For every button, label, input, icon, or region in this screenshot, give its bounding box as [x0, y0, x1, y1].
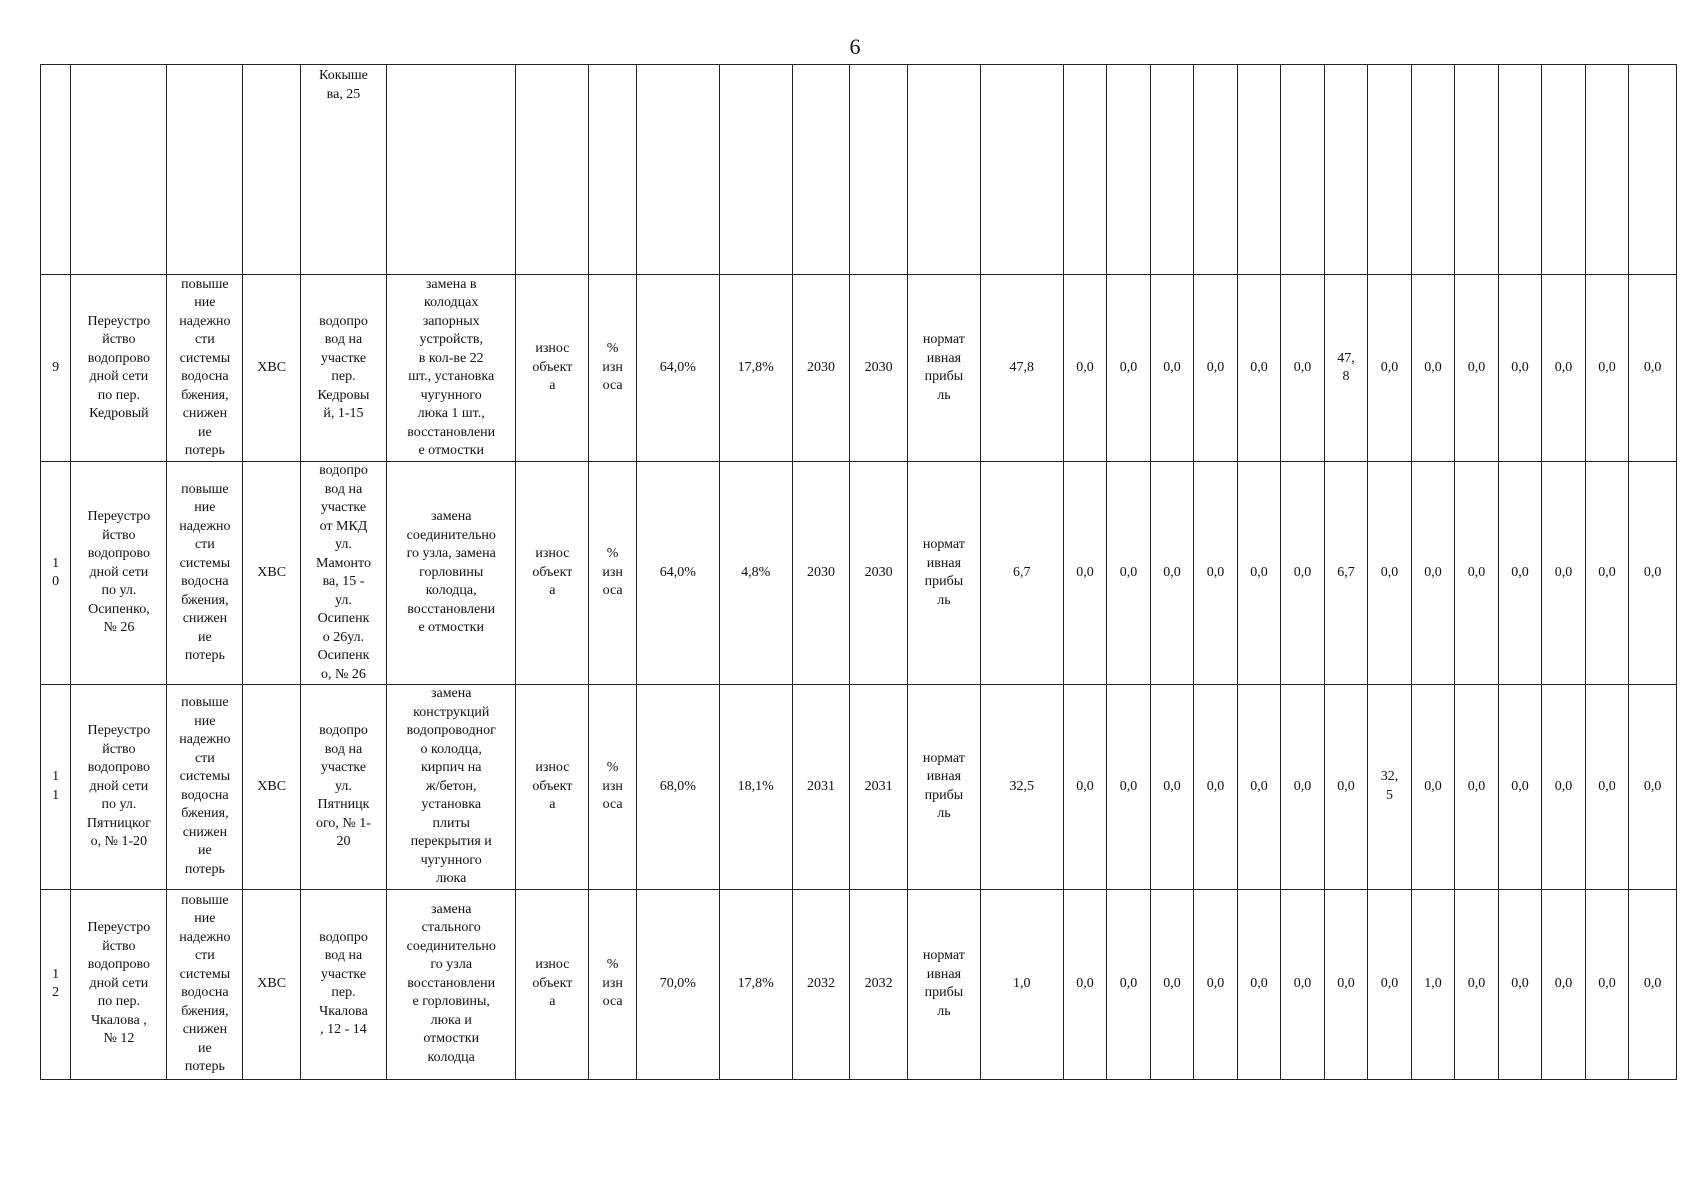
cell-system — [243, 685, 301, 890]
cell-indicator — [516, 462, 589, 685]
cell-year — [1368, 65, 1412, 275]
cell-year — [1324, 65, 1368, 275]
cell-num-text: 1 0 — [52, 555, 60, 589]
cell-year — [1150, 65, 1194, 275]
year-value: 0,0 — [1163, 975, 1181, 991]
cell-unit-text: % изн оса — [602, 760, 623, 812]
year-value: 1,0 — [1424, 975, 1442, 991]
year-value: 0,0 — [1424, 778, 1442, 794]
table-row — [41, 462, 1677, 685]
year-value: 0,0 — [1598, 975, 1616, 991]
cell-num — [41, 889, 71, 1079]
cell-end — [850, 65, 908, 275]
cell-indicator-text: износ объект а — [532, 957, 573, 1010]
cell-indicator-text: износ объект а — [532, 760, 573, 812]
cell-name — [71, 685, 167, 890]
cell-year — [1063, 275, 1107, 462]
cell-year — [1455, 275, 1499, 462]
cell-name — [71, 65, 167, 275]
year-value: 0,0 — [1511, 564, 1529, 580]
cell-num — [41, 685, 71, 890]
cell-source-text: нормат ивная прибы ль — [922, 948, 965, 1019]
year-value: 0,0 — [1337, 975, 1355, 991]
cell-year — [1411, 275, 1455, 462]
year-value: 0,0 — [1206, 564, 1225, 580]
year-value: 0,0 — [1424, 359, 1442, 375]
year-value: 0,0 — [1119, 359, 1138, 375]
cell-end — [850, 462, 908, 685]
table-row — [41, 889, 1677, 1079]
cell-end — [850, 889, 908, 1079]
year-value: 0,0 — [1206, 975, 1225, 991]
cell-num-text: 9 — [52, 359, 60, 375]
year-value: 0,0 — [1554, 564, 1573, 580]
cell-total-text: 6,7 — [1013, 564, 1031, 580]
year-value: 0,0 — [1076, 359, 1094, 375]
cell-works — [386, 65, 516, 275]
year-value: 0,0 — [1293, 359, 1312, 375]
cell-location — [300, 685, 386, 890]
cell-before — [636, 685, 719, 890]
cell-location — [300, 65, 386, 275]
cell-year — [1411, 65, 1455, 275]
cell-year — [1542, 889, 1586, 1079]
cell-year — [1542, 462, 1586, 685]
cell-works — [386, 685, 516, 890]
cell-after — [719, 685, 792, 890]
year-value: 0,0 — [1511, 359, 1529, 375]
year-value: 0,0 — [1293, 778, 1312, 794]
cell-indicator — [516, 889, 589, 1079]
year-value: 6,7 — [1337, 564, 1355, 580]
cell-location-text: водопро вод на участке пер. Кедровы й, 1-15 — [317, 313, 370, 421]
cell-year — [1324, 462, 1368, 685]
cell-end — [850, 275, 908, 462]
cell-total-text: 1,0 — [1013, 975, 1031, 991]
year-value: 0,0 — [1643, 778, 1662, 794]
cell-name — [71, 462, 167, 685]
cell-year — [1411, 462, 1455, 685]
year-value: 0,0 — [1163, 359, 1181, 375]
cell-start-text: 2030 — [806, 359, 835, 375]
cell-name — [71, 275, 167, 462]
cell-total — [980, 65, 1063, 275]
cell-before-text: 64,0% — [659, 359, 696, 375]
cell-system — [243, 889, 301, 1079]
cell-goal — [167, 275, 243, 462]
year-value: 0,0 — [1250, 778, 1268, 794]
cell-end-text: 2030 — [864, 359, 893, 375]
year-value: 0,0 — [1467, 564, 1486, 580]
cell-year — [1194, 685, 1238, 890]
cell-end-text: 2032 — [864, 975, 893, 991]
cell-indicator-text: износ объект а — [532, 341, 573, 394]
cell-year — [1194, 889, 1238, 1079]
cell-source-text: нормат ивная прибы ль — [922, 332, 965, 403]
cell-num — [41, 65, 71, 275]
cell-year — [1585, 889, 1629, 1079]
cell-year — [1281, 65, 1325, 275]
cell-unit-text: % изн оса — [602, 341, 623, 394]
cell-year — [1194, 275, 1238, 462]
cell-year — [1237, 275, 1281, 462]
cell-start-text: 2031 — [806, 778, 835, 794]
cell-after — [719, 65, 792, 275]
year-value: 0,0 — [1424, 564, 1442, 580]
cell-before — [636, 65, 719, 275]
cell-year — [1629, 889, 1677, 1079]
cell-goal — [167, 685, 243, 890]
year-value: 0,0 — [1119, 975, 1138, 991]
year-value: 0,0 — [1076, 975, 1094, 991]
cell-goal — [167, 889, 243, 1079]
cell-location-text: водопро вод на участке ул. Пятницк ого, № 1- 20 — [316, 723, 371, 849]
cell-year — [1498, 462, 1542, 685]
cell-year — [1411, 685, 1455, 890]
cell-start-text: 2032 — [806, 975, 835, 991]
table-row-continuation — [41, 65, 1677, 275]
cell-works — [386, 889, 516, 1079]
cell-year — [1498, 65, 1542, 275]
cell-year — [1498, 275, 1542, 462]
cell-location — [300, 889, 386, 1079]
cell-works-text: замена в колодцах запорных устройств, в кол-ве 22 шт., установка чугунного люка 1 шт., восстановлени е отмостки — [407, 276, 496, 458]
cell-start — [792, 889, 850, 1079]
cell-year — [1150, 889, 1194, 1079]
year-value: 0,0 — [1206, 778, 1225, 794]
year-value: 0,0 — [1337, 778, 1355, 794]
cell-after — [719, 275, 792, 462]
cell-source — [907, 462, 980, 685]
year-value: 32, 5 — [1380, 769, 1399, 803]
cell-source — [907, 889, 980, 1079]
cell-year — [1324, 685, 1368, 890]
cell-year — [1237, 889, 1281, 1079]
cell-year — [1063, 889, 1107, 1079]
location-text: Кокыше ва, 25 — [319, 68, 368, 102]
cell-year — [1368, 889, 1412, 1079]
cell-num — [41, 275, 71, 462]
cell-after-text: 18,1% — [737, 778, 774, 794]
cell-name-text: Переустро йство водопрово дной сети по пер. Чкалова , № 12 — [87, 920, 151, 1047]
cell-start — [792, 462, 850, 685]
cell-before — [636, 275, 719, 462]
year-value: 0,0 — [1467, 778, 1486, 794]
cell-year — [1629, 275, 1677, 462]
cell-after-text: 4,8% — [741, 564, 771, 580]
cell-works — [386, 462, 516, 685]
cell-source-text: нормат ивная прибы ль — [922, 537, 965, 608]
page-number: 6 — [849, 34, 861, 59]
cell-system — [243, 462, 301, 685]
year-value: 0,0 — [1380, 564, 1399, 580]
cell-total — [980, 275, 1063, 462]
year-value: 47, 8 — [1337, 350, 1355, 384]
year-value: 0,0 — [1511, 778, 1529, 794]
cell-name-text: Переустро йство водопрово дной сети по ул. Пятницког о, № 1-20 — [86, 723, 151, 849]
cell-year — [1107, 65, 1151, 275]
cell-source — [907, 685, 980, 890]
year-value: 0,0 — [1119, 778, 1138, 794]
cell-total — [980, 889, 1063, 1079]
cell-start — [792, 275, 850, 462]
cell-total-text: 47,8 — [1009, 359, 1035, 375]
cell-year — [1585, 275, 1629, 462]
cell-total-text: 32,5 — [1009, 778, 1035, 794]
cell-location-text: водопро вод на участке пер. Чкалова , 12 - 14 — [319, 929, 368, 1037]
cell-name-text: Переустро йство водопрово дной сети по пер. Кедровый — [87, 313, 151, 421]
cell-year — [1629, 462, 1677, 685]
year-value: 0,0 — [1076, 564, 1094, 580]
cell-year — [1368, 685, 1412, 890]
year-value: 0,0 — [1163, 564, 1181, 580]
cell-year — [1150, 462, 1194, 685]
cell-goal-text: повыше ние надежно сти системы водосна бжения, снижен ие потерь — [179, 276, 231, 458]
cell-year — [1498, 889, 1542, 1079]
cell-works-text: замена конструкций водопроводног о колодца, кирпич на ж/бетон, установка плиты перекрытия и чугунного люка — [406, 686, 496, 886]
year-value: 0,0 — [1598, 778, 1616, 794]
cell-year — [1281, 275, 1325, 462]
cell-goal — [167, 65, 243, 275]
table-row — [41, 685, 1677, 890]
cell-indicator — [516, 275, 589, 462]
year-value: 0,0 — [1119, 564, 1138, 580]
cell-start-text: 2030 — [806, 564, 835, 580]
cell-after — [719, 889, 792, 1079]
cell-indicator — [516, 65, 589, 275]
cell-works-text: замена соединительно го узла, замена горловины колодца, восстановлени е отмостки — [406, 509, 496, 636]
cell-system-text: ХВС — [257, 359, 287, 375]
cell-num — [41, 462, 71, 685]
cell-year — [1194, 65, 1238, 275]
cell-year — [1107, 462, 1151, 685]
cell-year — [1585, 65, 1629, 275]
cell-year — [1455, 65, 1499, 275]
year-value: 0,0 — [1380, 975, 1399, 991]
cell-year — [1411, 889, 1455, 1079]
cell-after-text: 17,8% — [737, 975, 774, 991]
year-value: 0,0 — [1293, 975, 1312, 991]
cell-name — [71, 889, 167, 1079]
cell-location — [300, 462, 386, 685]
cell-year — [1455, 685, 1499, 890]
cell-num-text: 1 1 — [52, 769, 60, 803]
year-value: 0,0 — [1598, 359, 1616, 375]
cell-year — [1542, 275, 1586, 462]
cell-source — [907, 65, 980, 275]
cell-year — [1107, 685, 1151, 890]
cell-unit — [589, 275, 637, 462]
year-value: 0,0 — [1163, 778, 1181, 794]
cell-total — [980, 685, 1063, 890]
cell-year — [1542, 685, 1586, 890]
year-value: 0,0 — [1380, 359, 1399, 375]
year-value: 0,0 — [1250, 564, 1268, 580]
cell-end — [850, 685, 908, 890]
cell-goal-text: повыше ние надежно сти системы водосна бжения, снижен ие потерь — [179, 481, 231, 663]
cell-system-text: ХВС — [257, 778, 287, 794]
cell-year — [1542, 65, 1586, 275]
cell-works — [386, 275, 516, 462]
cell-after-text: 17,8% — [737, 359, 774, 375]
year-value: 0,0 — [1643, 975, 1662, 991]
cell-total — [980, 462, 1063, 685]
cell-goal-text: повыше ние надежно сти системы водосна бжения, снижен ие потерь — [179, 695, 231, 877]
cell-unit — [589, 889, 637, 1079]
cell-year — [1281, 685, 1325, 890]
cell-year — [1150, 275, 1194, 462]
cell-year — [1063, 65, 1107, 275]
cell-year — [1237, 685, 1281, 890]
cell-start — [792, 65, 850, 275]
year-value: 0,0 — [1643, 359, 1662, 375]
cell-year — [1107, 889, 1151, 1079]
cell-name-text: Переустро йство водопрово дной сети по ул. Осипенко, № 26 — [87, 509, 151, 636]
cell-system-text: ХВС — [257, 564, 287, 580]
cell-unit — [589, 685, 637, 890]
cell-indicator-text: износ объект а — [532, 546, 573, 599]
cell-source — [907, 275, 980, 462]
cell-end-text: 2030 — [864, 564, 893, 580]
year-value: 0,0 — [1643, 564, 1662, 580]
cell-year — [1237, 65, 1281, 275]
cell-goal — [167, 462, 243, 685]
cell-year — [1324, 889, 1368, 1079]
year-value: 0,0 — [1206, 359, 1225, 375]
cell-system-text: ХВС — [257, 975, 287, 991]
investment-program-table — [40, 64, 1677, 1080]
year-value: 0,0 — [1076, 778, 1094, 794]
cell-goal-text: повыше ние надежно сти системы водосна бжения, снижен ие потерь — [179, 892, 231, 1074]
cell-year — [1455, 889, 1499, 1079]
cell-year — [1368, 275, 1412, 462]
cell-year — [1063, 462, 1107, 685]
cell-year — [1281, 462, 1325, 685]
year-value: 0,0 — [1554, 778, 1573, 794]
cell-source-text: нормат ивная прибы ль — [922, 750, 965, 822]
cell-system — [243, 65, 301, 275]
cell-unit — [589, 65, 637, 275]
year-value: 0,0 — [1554, 359, 1573, 375]
cell-works-text: замена стального соединительно го узла восстановлени е горловины, люка и отмостки колодца — [406, 901, 496, 1065]
cell-end-text: 2031 — [864, 778, 893, 794]
table-row — [41, 275, 1677, 462]
cell-indicator — [516, 685, 589, 890]
cell-before — [636, 889, 719, 1079]
cell-unit — [589, 462, 637, 685]
cell-system — [243, 275, 301, 462]
year-value: 0,0 — [1293, 564, 1312, 580]
year-value: 0,0 — [1511, 975, 1529, 991]
cell-location-text: водопро вод на участке от МКД ул. Мамонто ва, 15 - ул. Осипенк о 26ул. Осипенк о, № 26 — [316, 463, 371, 682]
cell-before-text: 64,0% — [659, 564, 696, 580]
year-value: 0,0 — [1250, 975, 1268, 991]
year-value: 0,0 — [1554, 975, 1573, 991]
cell-num-text: 1 2 — [52, 966, 60, 1000]
cell-year — [1629, 65, 1677, 275]
cell-year — [1194, 462, 1238, 685]
cell-year — [1585, 462, 1629, 685]
cell-unit-text: % изн оса — [602, 957, 623, 1010]
cell-year — [1498, 685, 1542, 890]
cell-after — [719, 462, 792, 685]
year-value: 0,0 — [1598, 564, 1616, 580]
cell-unit-text: % изн оса — [602, 546, 623, 599]
year-value: 0,0 — [1467, 975, 1486, 991]
cell-year — [1324, 275, 1368, 462]
year-value: 0,0 — [1250, 359, 1268, 375]
cell-start — [792, 685, 850, 890]
cell-year — [1368, 462, 1412, 685]
cell-before-text: 68,0% — [659, 778, 696, 794]
cell-year — [1107, 275, 1151, 462]
year-value: 0,0 — [1467, 359, 1486, 375]
cell-year — [1150, 685, 1194, 890]
cell-before — [636, 462, 719, 685]
cell-year — [1455, 462, 1499, 685]
cell-year — [1063, 685, 1107, 890]
cell-year — [1237, 462, 1281, 685]
cell-before-text: 70,0% — [659, 975, 696, 991]
cell-year — [1281, 889, 1325, 1079]
cell-location — [300, 275, 386, 462]
cell-year — [1585, 685, 1629, 890]
cell-year — [1629, 685, 1677, 890]
